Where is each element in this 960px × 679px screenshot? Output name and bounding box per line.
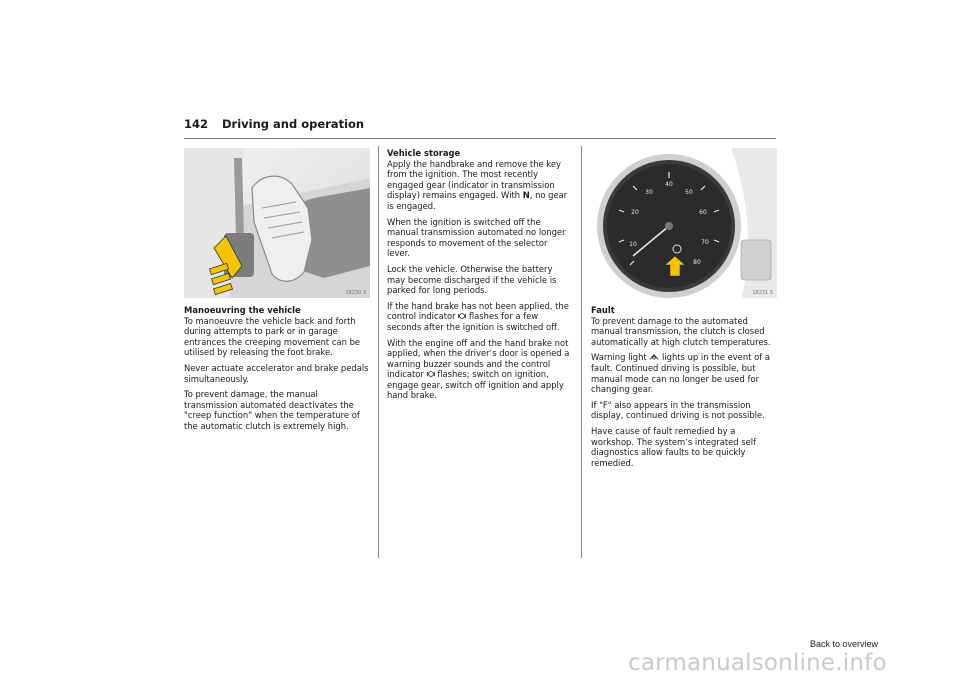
paragraph: If "F" also appears in the transmission display, continued driving is not possible. [591,399,765,421]
text-span: flashes for a few seconds after the ignition is switched off. [387,311,560,332]
text-span: , no gear is engaged. [387,190,568,211]
paragraph [387,301,573,333]
back-to-overview-link[interactable]: Back to overview [810,639,879,649]
paragraph: To prevent damage, the manual transmission automated deactivates the "creep function" when the temperature of the automatic clutch is extremely high. [184,389,360,431]
dial-number: 20 [631,209,639,216]
text-span: Apply the handbrake and remove the key from the ignition. The most recently engaged gear (indicator in transmission display) remains engaged. With [387,158,561,201]
dial-number: 60 [699,209,707,216]
pedal-drawing [184,148,370,298]
page-number: 142 [184,117,209,131]
dial-number: 10 [629,241,637,248]
paragraph [387,159,573,212]
text-span: With the engine off and the hand brake not applied, when the driver’s door is opened a warning buzzer sounds and the control indicator [387,337,570,380]
gauge-illustration [591,148,777,298]
column-divider-1 [378,146,379,558]
gear-neutral-label: N [522,190,530,201]
heading-vehicle-storage: Vehicle storage [387,148,461,158]
column-fault [591,305,777,473]
paragraph: Have cause of fault remedied by a workshop. The system’s integrated self diagnostics allow faults to be quickly remedied. [591,425,757,468]
column-vehicle-storage [387,148,573,406]
clutch-warning-icon [649,353,659,361]
brake-indicator-icon [427,370,435,378]
gauge-drawing [591,148,777,298]
dial-number: 30 [645,189,653,196]
watermark: carmanualsonline.info [628,650,887,676]
dial-number: 80 [693,259,701,266]
text-span: If the hand brake has not been applied, the control indicator [387,300,569,322]
paragraph [387,338,573,402]
paragraph [591,352,777,394]
paragraph: Lock the vehicle. Otherwise the battery may become discharged if the vehicle is parked for long periods. [387,263,557,296]
column-manoeuvring [184,305,370,437]
paragraph: To prevent damage to the automated manual transmission, the clutch is closed automatically at high clutch temperatures. [591,315,771,347]
text-span: flashes; switch on ignition, engage gear, switch off ignition and apply hand brake. [387,369,564,401]
paragraph: To manoeuvre the vehicle back and forth during attempts to park or in garage entrances the creeping movement can be utilised by releasing the foot brake. [184,315,361,358]
section-title: Driving and operation [222,117,365,131]
heading-manoeuvring: Manoeuvring the vehicle [184,305,301,315]
dial-number: 70 [701,239,709,246]
paragraph: Never actuate accelerator and brake pedals simultaneously. [184,362,369,384]
dial-number: 40 [665,181,673,188]
text-span: lights up in the event of a fault. Continued driving is possible, but manual mode can no longer be used for changing gear. [591,352,770,395]
heading-fault: Fault [591,305,615,315]
page-header [184,117,776,139]
header-divider [184,138,776,139]
paragraph: When the ignition is switched off the manual transmission automated no longer responds to movement of the selector lever. [387,216,566,259]
figure-code: 18231 S [752,290,773,296]
dial-number: 50 [685,189,693,196]
figure-code: 18230 S [345,290,366,296]
text-span: Warning light [591,352,650,363]
column-divider-2 [581,146,582,558]
pedal-illustration [184,148,370,298]
